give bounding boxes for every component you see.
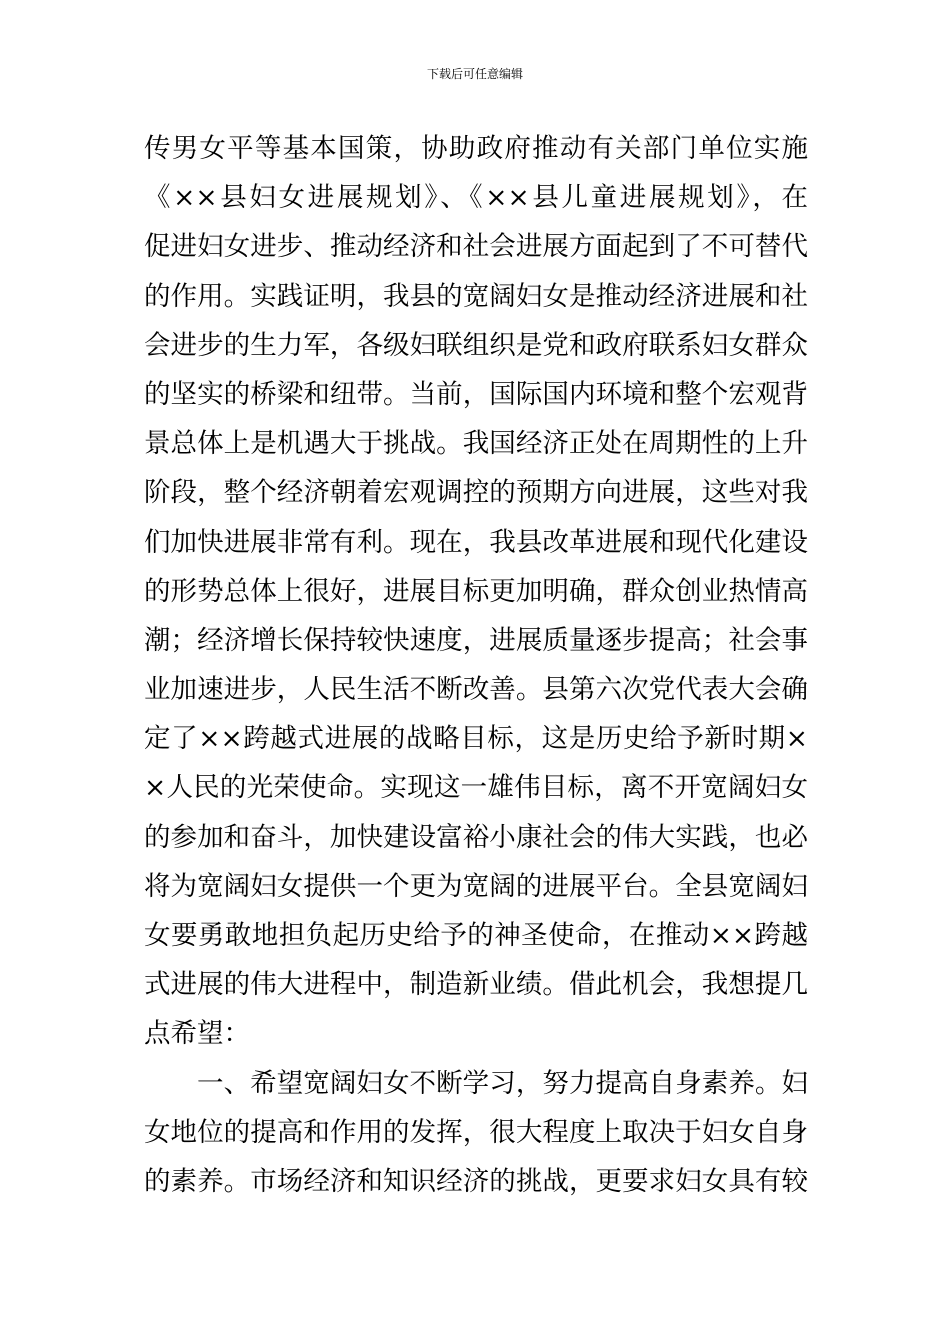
text-line: 女要勇敢地担负起历史给予的神圣使命，在推动××跨越: [144, 920, 808, 951]
text-line: 式进展的伟大进程中，制造新业绩。借此机会，我想提几: [144, 969, 808, 1001]
text-line: 的作用。实践证明，我县的宽阔妇女是推动经济进展和社: [144, 280, 808, 312]
text-line: 阶段，整个经济朝着宏观调控的预期方向进展，这些对我: [144, 477, 808, 509]
text-line: 点希望：: [144, 1018, 250, 1050]
text-line: 会进步的生力军，各级妇联组织是党和政府联系妇女群众: [144, 329, 808, 361]
text-line: 们加快进展非常有利。现在，我县改革进展和现代化建设: [144, 526, 808, 558]
text-line: 业加速进步，人民生活不断改善。县第六次党代表大会确: [144, 674, 808, 706]
text-line: 的参加和奋斗，加快建设富裕小康社会的伟大实践，也必: [144, 821, 808, 853]
text-line: 的素养。市场经济和知识经济的挑战，更要求妇女具有较: [144, 1165, 808, 1197]
text-line: 《××县妇女进展规划》、《××县儿童进展规划》，在: [144, 182, 808, 214]
text-line: 促进妇女进步、推动经济和社会进展方面起到了不可替代: [144, 231, 808, 263]
paragraph-first-line: 一、希望宽阔妇女不断学习，努力提高自身素养。妇: [197, 1067, 808, 1099]
text-line: 的坚实的桥梁和纽带。当前，国际国内环境和整个宏观背: [144, 378, 808, 410]
text-line: 女地位的提高和作用的发挥，很大程度上取决于妇女自身: [144, 1116, 808, 1148]
text-line: 潮；经济增长保持较快速度，进展质量逐步提高；社会事: [144, 624, 808, 656]
text-line: 将为宽阔妇女提供一个更为宽阔的进展平台。全县宽阔妇: [144, 870, 808, 902]
text-line: ×人民的光荣使命。实现这一雄伟目标，离不开宽阔妇女: [144, 772, 808, 804]
text-line: 传男女平等基本国策，协助政府推动有关部门单位实施: [144, 133, 808, 164]
text-line: 景总体上是机遇大于挑战。我国经济正处在周期性的上升: [144, 428, 808, 460]
page-header-note: 下载后可任意编辑: [426, 67, 523, 81]
text-line: 定了××跨越式进展的战略目标，这是历史给予新时期×: [144, 723, 808, 755]
body-text: [144, 124, 808, 1206]
text-line: 的形势总体上很好，进展目标更加明确，群众创业热情高: [144, 575, 808, 607]
